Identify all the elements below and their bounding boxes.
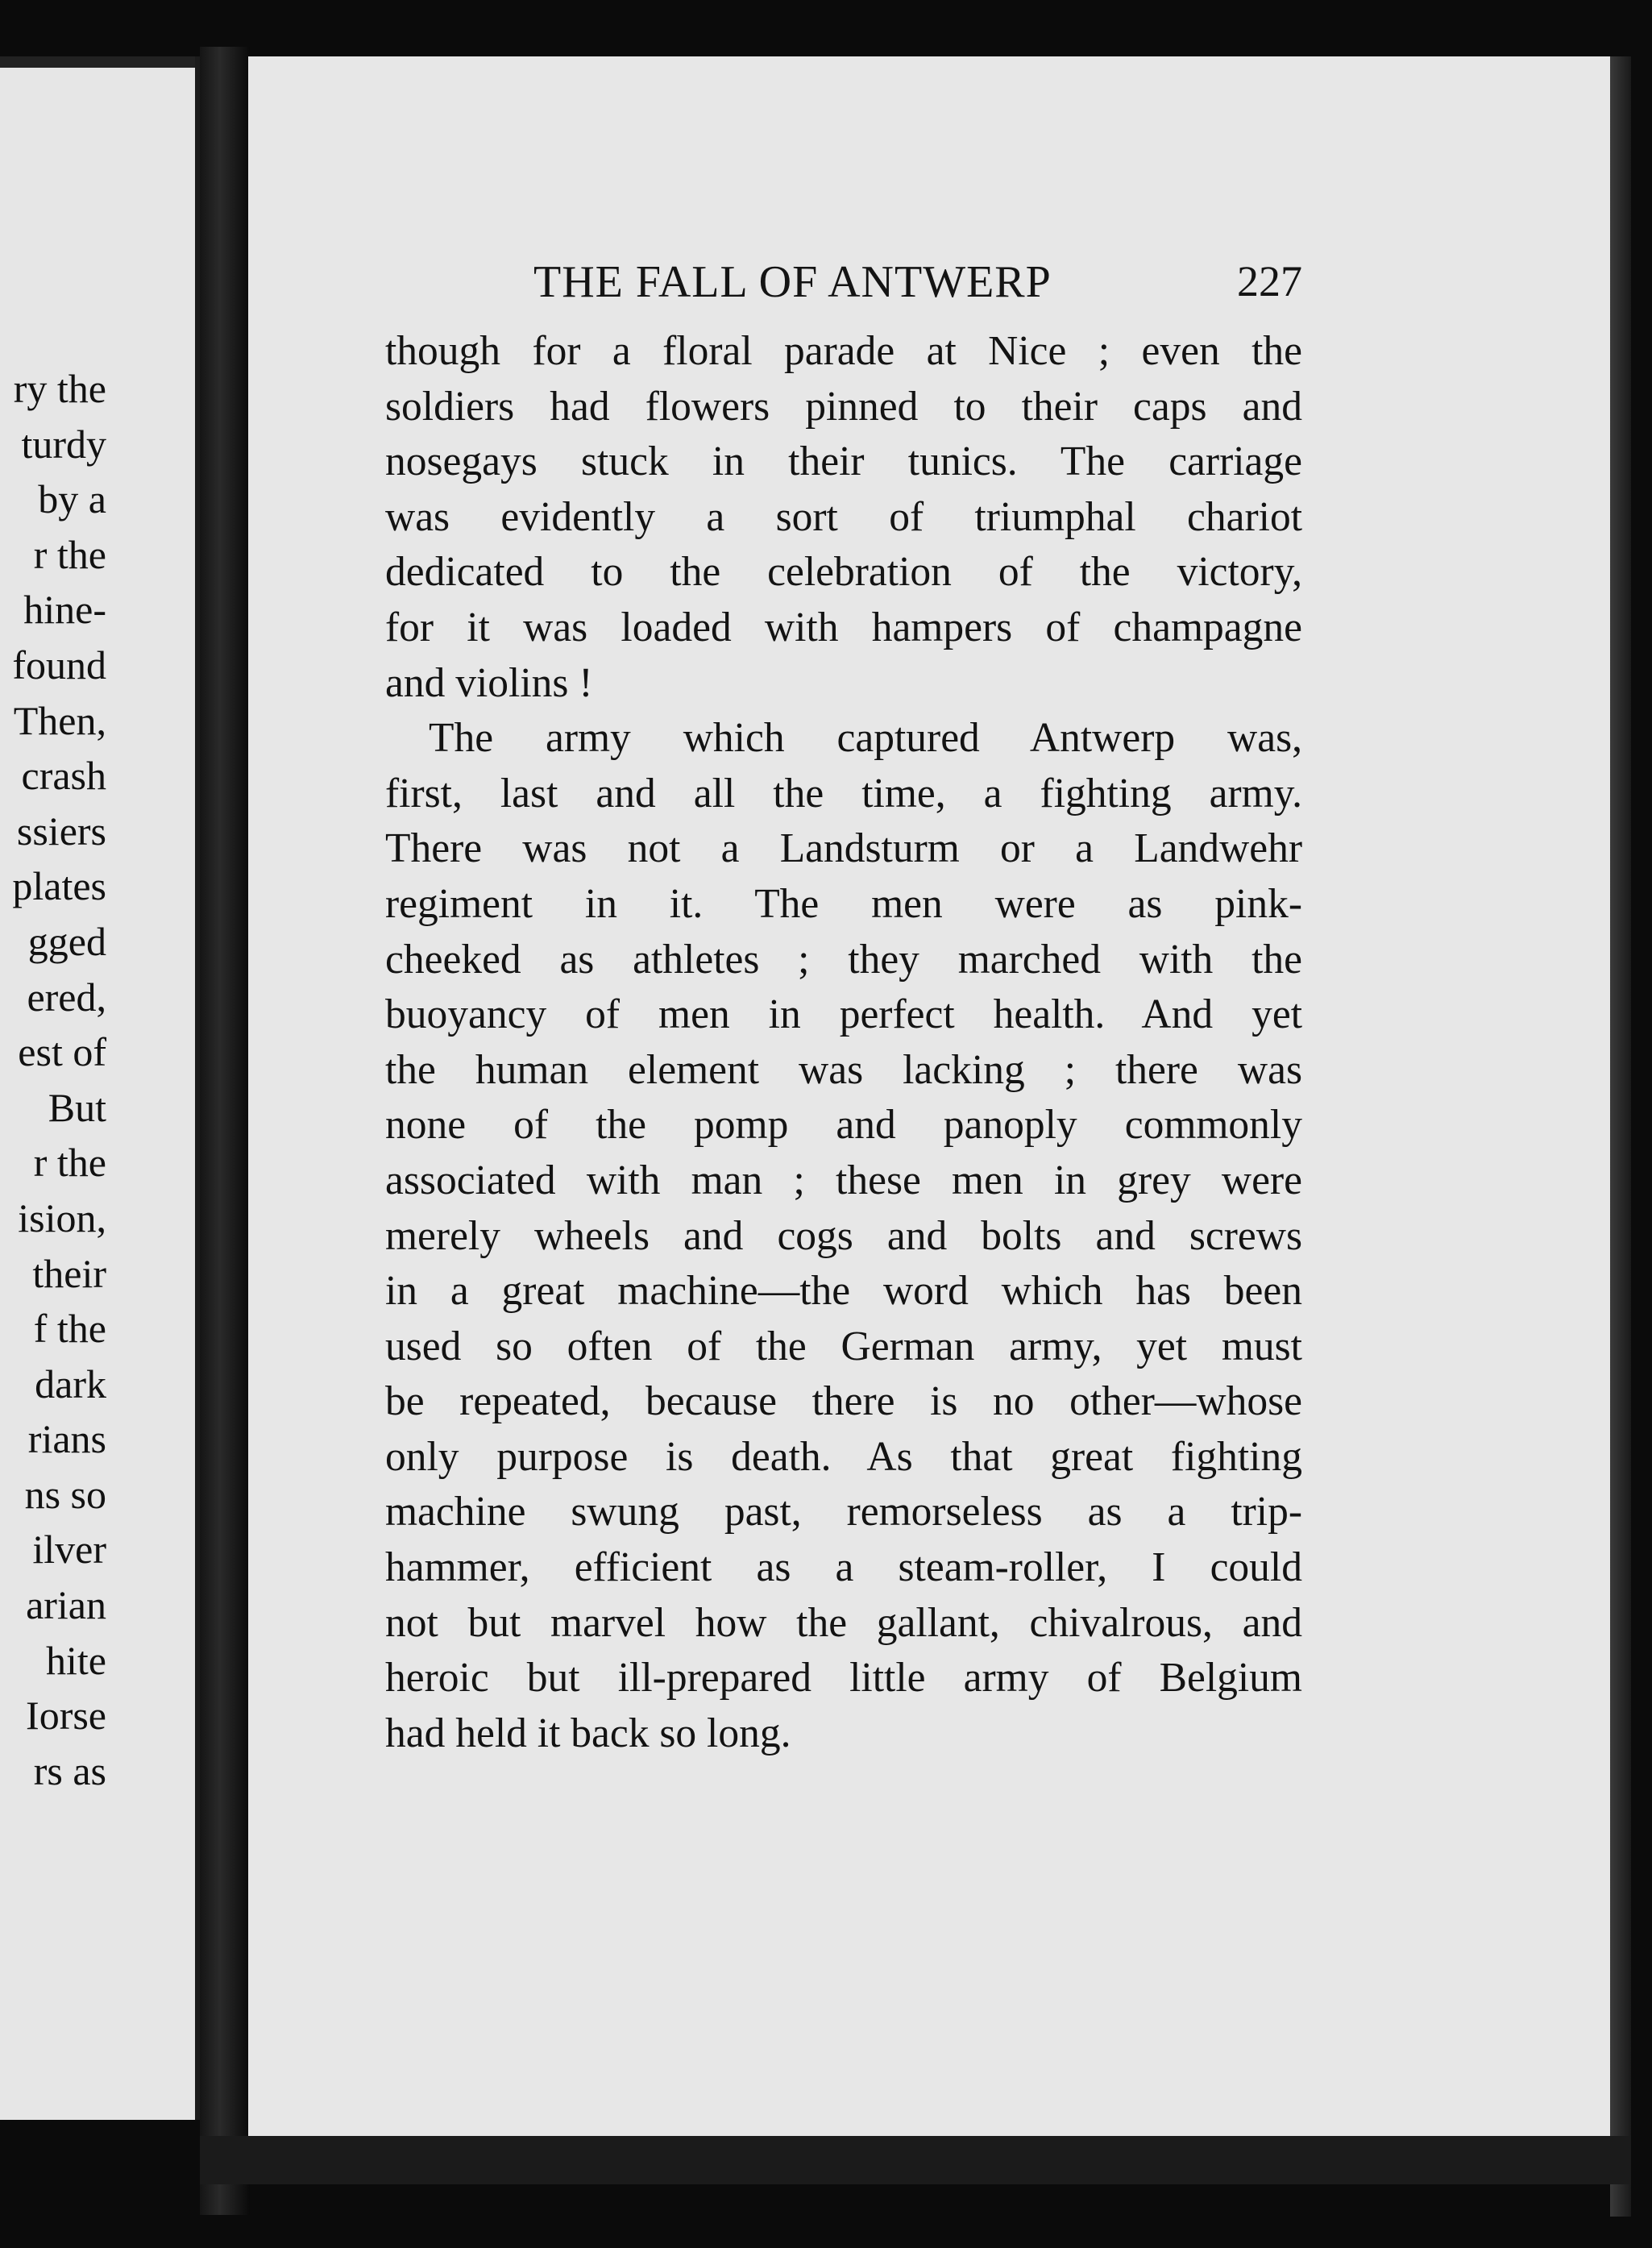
book-bottom-edge xyxy=(200,2136,1631,2184)
right-page-edge xyxy=(1610,56,1631,2217)
left-fragment-line: found xyxy=(12,642,106,688)
text-line: nosegays stuck in their tunics. The carriage xyxy=(385,438,1302,485)
text-line: had held it back so long. xyxy=(385,1710,791,1756)
text-line: cheeked as athletes ; they marched with the xyxy=(385,936,1302,983)
text-line: first, last and all the time, a fighting army. xyxy=(385,770,1302,817)
left-fragment-line: plates xyxy=(12,863,106,909)
text-line: in a great machine—the word which has been xyxy=(385,1268,1302,1315)
text-line: though for a floral parade at Nice ; even the xyxy=(385,328,1302,374)
left-fragment-line: Then, xyxy=(13,697,106,743)
left-fragment-line: by a xyxy=(38,476,106,522)
left-fragment-line: their xyxy=(32,1250,106,1296)
text-line: be repeated, because there is no other—whose xyxy=(385,1378,1302,1425)
left-fragment-line: r the xyxy=(33,1140,106,1186)
text-line: machine swung past, remorseless as a trip- xyxy=(385,1489,1302,1535)
text-line: used so often of the German army, yet must xyxy=(385,1323,1302,1369)
left-fragment-line: rs as xyxy=(33,1747,106,1793)
left-fragment-line: ilver xyxy=(32,1527,106,1573)
text-line: dedicated to the celebration of the victory, xyxy=(385,549,1302,596)
left-fragment-line: ssiers xyxy=(16,808,106,854)
left-fragment-line: But xyxy=(48,1084,106,1130)
paragraph-first-line: The army which captured Antwerp was, xyxy=(429,715,1302,762)
text-line: only purpose is death. As that great fighting xyxy=(385,1433,1302,1480)
left-fragment-line: dark xyxy=(35,1361,106,1407)
running-head xyxy=(385,256,1302,305)
text-line: the human element was lacking ; there was xyxy=(385,1046,1302,1093)
left-page-top-edge xyxy=(0,56,195,68)
left-fragment-line: hite xyxy=(46,1637,106,1683)
text-line: buoyancy of men in perfect health. And yet xyxy=(385,991,1302,1038)
book-spine xyxy=(200,47,250,2215)
left-fragment-line: arian xyxy=(26,1582,106,1628)
left-fragment-line: crash xyxy=(21,753,106,799)
left-fragment-line: f the xyxy=(33,1306,106,1352)
left-fragment-line: ry the xyxy=(13,366,106,411)
body-text xyxy=(385,324,1302,1761)
left-page-text-fragments xyxy=(12,361,106,1798)
left-fragment-line: ns so xyxy=(24,1471,106,1517)
left-fragment-line: hine- xyxy=(23,587,106,633)
text-line: soldiers had flowers pinned to their caps and xyxy=(385,383,1302,430)
left-fragment-line: ision, xyxy=(18,1195,106,1240)
left-fragment-line: est of xyxy=(18,1029,106,1075)
left-fragment-line: gged xyxy=(27,918,106,964)
left-fragment-line: rians xyxy=(27,1416,106,1462)
left-fragment-line: r the xyxy=(33,531,106,577)
text-line: not but marvel how the gallant, chivalrous, and xyxy=(385,1599,1302,1646)
text-line: was evidently a sort of triumphal chariot xyxy=(385,493,1302,540)
left-fragment-line: Iorse xyxy=(26,1693,106,1739)
text-line: for it was loaded with hampers of champagne xyxy=(385,604,1302,650)
text-line: There was not a Landsturm or a Landwehr xyxy=(385,825,1302,872)
left-fragment-line: ered, xyxy=(27,974,106,1020)
running-title: THE FALL OF ANTWERP xyxy=(533,257,1052,307)
page-number: 227 xyxy=(1237,257,1302,305)
text-line: hammer, efficient as a steam-roller, I could xyxy=(385,1544,1302,1591)
text-line: heroic but ill-prepared little army of Belgium xyxy=(385,1655,1302,1702)
text-line: and violins ! xyxy=(385,659,593,706)
text-line: regiment in it. The men were as pink- xyxy=(385,880,1302,927)
left-fragment-line: turdy xyxy=(21,421,106,467)
text-line: none of the pomp and panoply commonly xyxy=(385,1102,1302,1149)
text-line: merely wheels and cogs and bolts and screws xyxy=(385,1212,1302,1259)
left-page xyxy=(0,56,200,2120)
text-line: associated with man ; these men in grey were xyxy=(385,1157,1302,1203)
